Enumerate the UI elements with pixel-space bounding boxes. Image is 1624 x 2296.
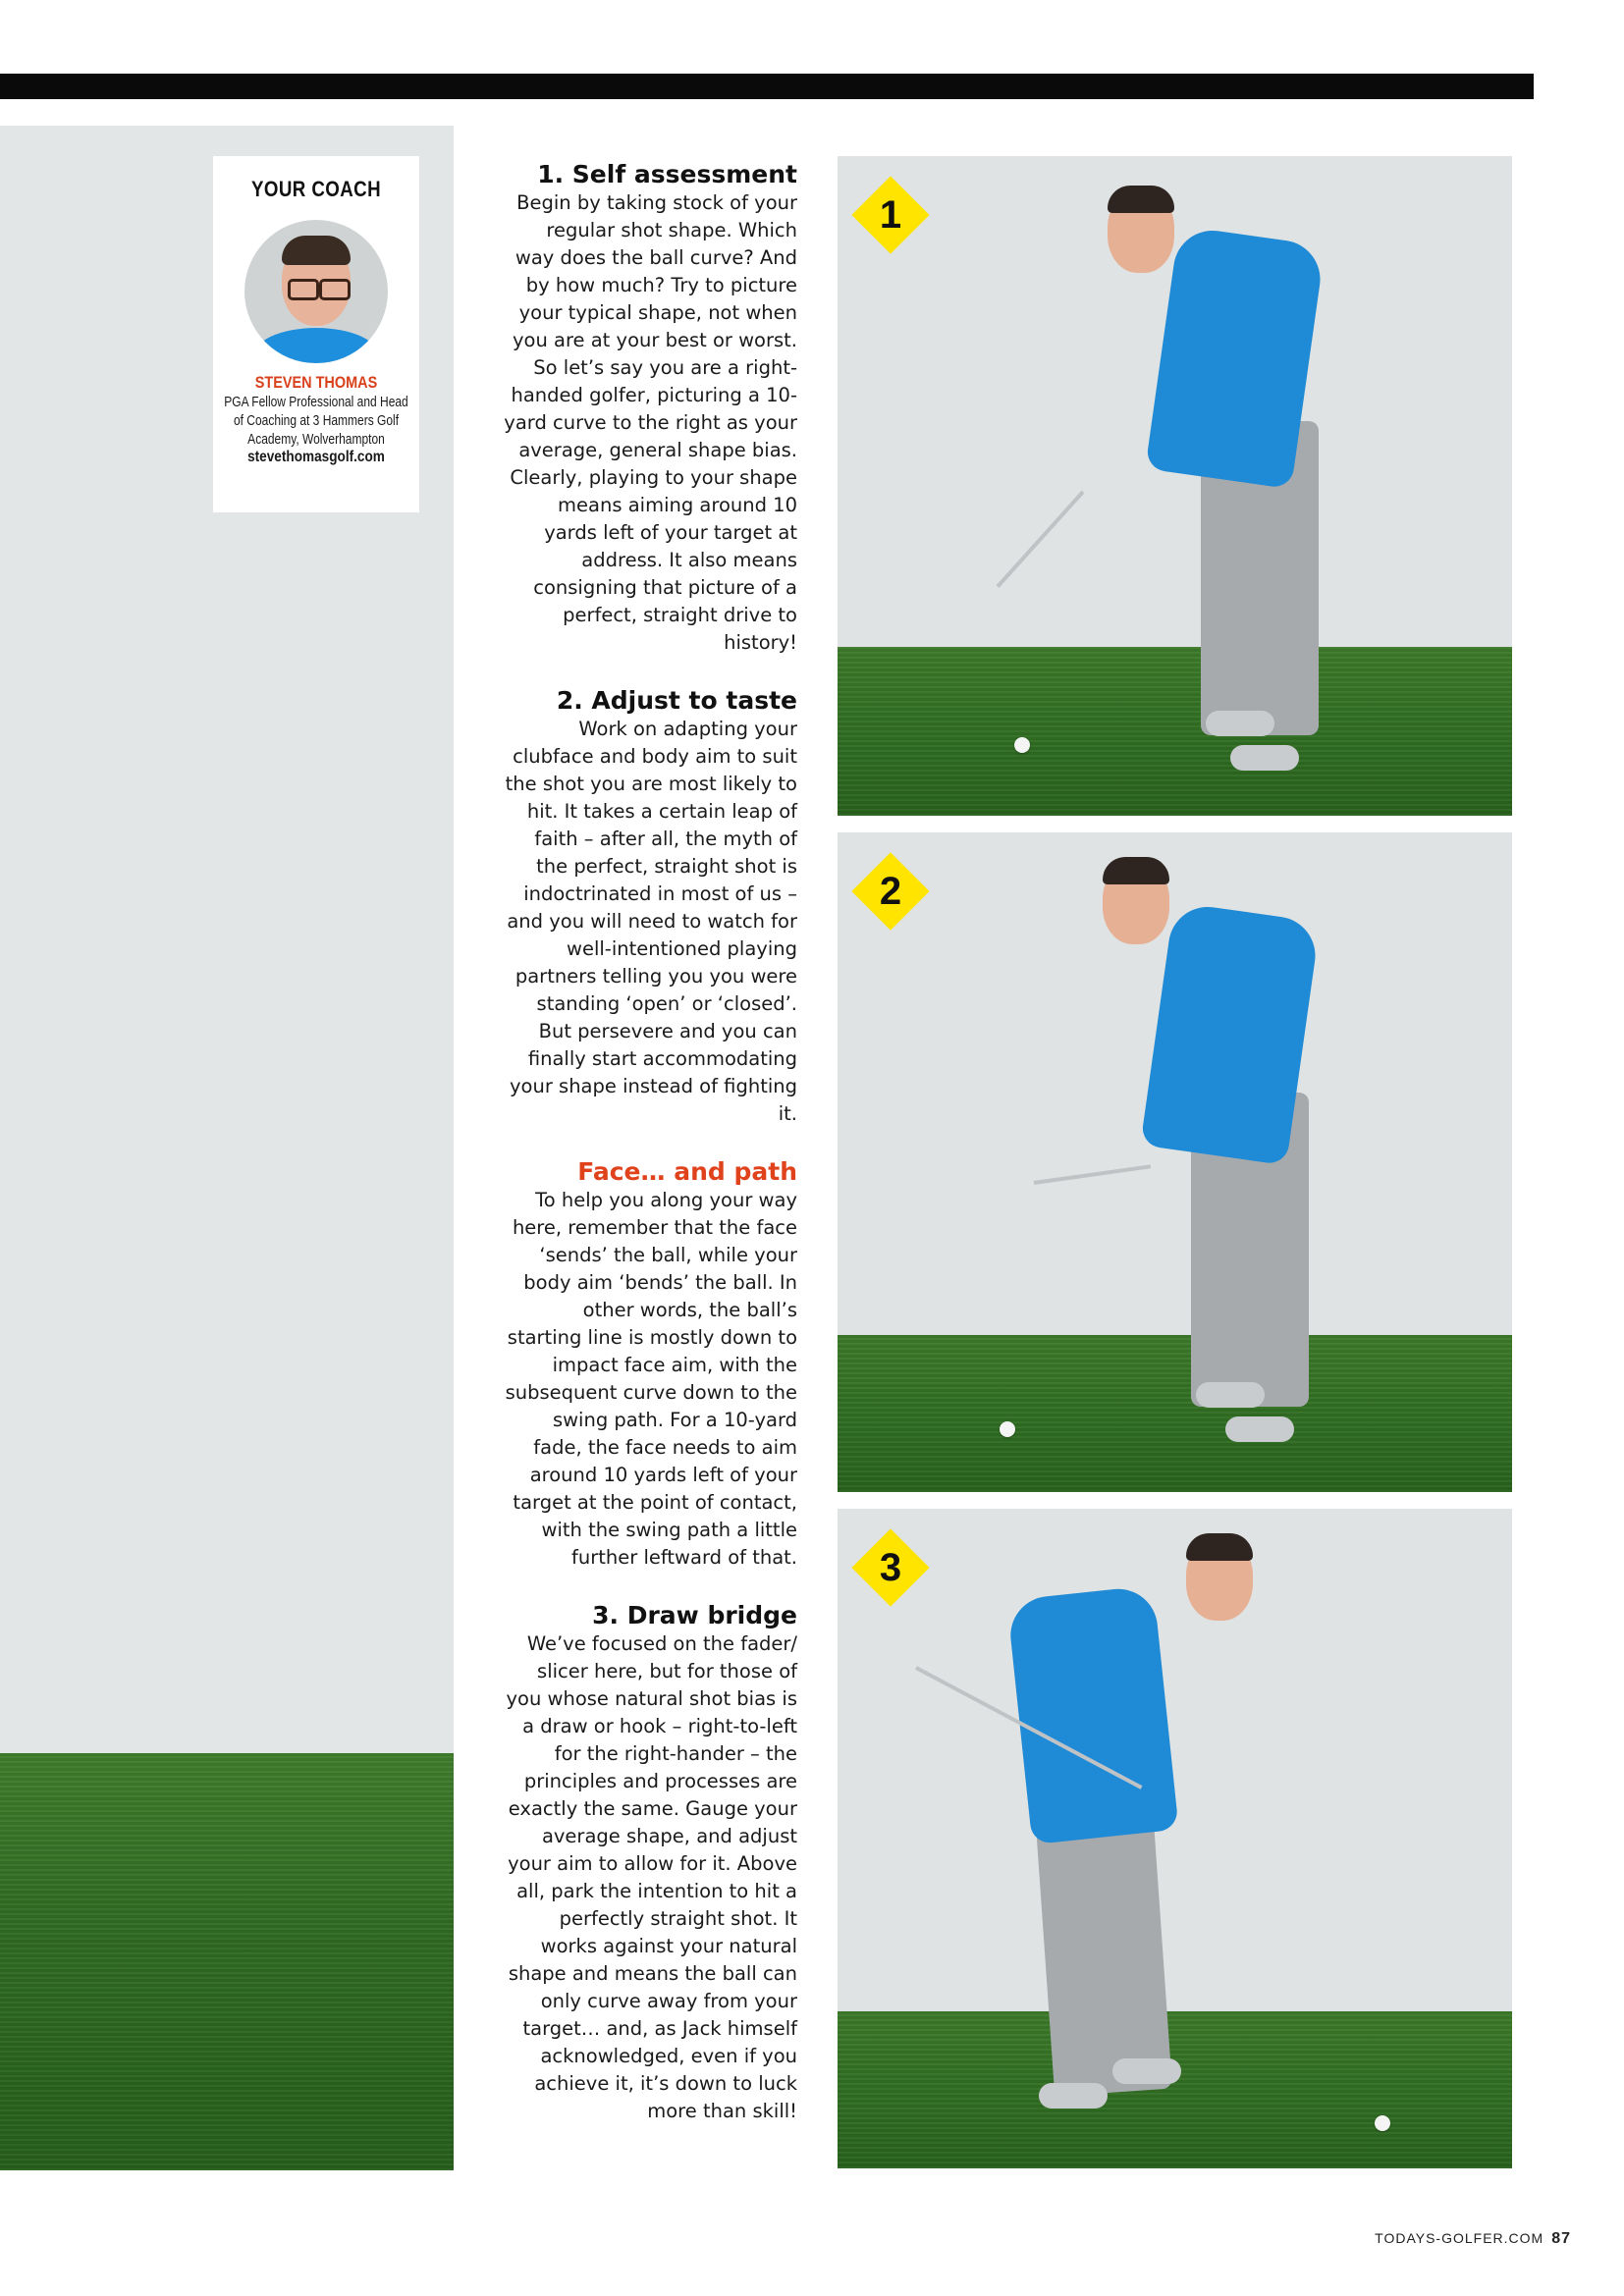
- coach-name: STEVEN THOMAS: [254, 373, 378, 392]
- grass: [838, 1335, 1512, 1492]
- golf-ball: [1375, 2115, 1390, 2131]
- photo-step-2: [838, 832, 1512, 1492]
- page-number: 87: [1551, 2230, 1571, 2247]
- article-column: [503, 160, 797, 2125]
- coach-heading: YOUR COACH: [250, 177, 382, 201]
- section-adjust-to-taste: [503, 686, 797, 1128]
- section-body: Begin by taking stock of your regular shot shape. Which way does the ball curve? And by how much? Try to picture your typical shape, not when you are at your best or worst. So let’s say you are a right-handed golfer, picturing a 10-yard curve to the right as your average, general shape bias. Clearly, playing to your shape means aiming around 10 yards left of your target at address. It also means consigning that picture of a perfect, straight drive to history!: [504, 191, 797, 654]
- section-body: We’ve focused on the fader/ slicer here, but for those of you whose natural shot bias is a draw or hook – right-to-left for the right-hander – the principles and processes are exactly the same. Gauge your average shape, and adjust your aim to allow for it. Above all, park the intention to hit a perfectly straight shot. It works against your natural shape and means the ball can only curve away from your target… and, as Jack himself acknowledged, even if you achieve it, it’s down to luck more than skill!: [506, 1632, 797, 2122]
- coach-box: [213, 156, 419, 512]
- golf-ball: [1014, 737, 1030, 753]
- section-body: To help you along your way here, remember that the face ‘sends’ the ball, while your body aim ‘bends’ the ball. In other words, the ball’s starting line is mostly down to impact face aim, with the subsequent curve down to the swing path. For a 10-yard fade, the face needs to aim around 10 yards left of your target at the point of contact, with the swing path a little further leftward of that.: [505, 1189, 797, 1569]
- step-badge: 2: [851, 852, 930, 931]
- section-heading: 1. Self assessment: [537, 160, 797, 188]
- section-heading: Face… and path: [577, 1157, 797, 1186]
- footer-site: TODAYS-GOLFER.COM: [1375, 2230, 1544, 2246]
- coach-description: PGA Fellow Professional and Head of Coaching at 3 Hammers Golf Academy, Wolverhampton: [224, 394, 408, 448]
- step-badge: 1: [851, 176, 930, 254]
- section-self-assessment: [503, 160, 797, 657]
- golf-ball: [1000, 1421, 1015, 1437]
- coach-website: stevethomasgolf.com: [247, 449, 385, 465]
- section-heading: 2. Adjust to taste: [556, 686, 797, 715]
- grass: [838, 2011, 1512, 2168]
- page-footer: [1355, 2230, 1571, 2248]
- top-rule: [0, 74, 1534, 99]
- section-body: Work on adapting your clubface and body aim to suit the shot you are most likely to hit. It takes a certain leap of faith – after all, the myth of the perfect, straight shot is indoctrinated in most of us – and you will need to watch for well-intentioned playing partners telling you you were standing ‘open’ or ‘closed’. But persevere and you can finally start accommodating your shape instead of fighting it.: [505, 718, 797, 1125]
- grass-strip: [0, 1753, 454, 2170]
- step-badge: 3: [851, 1528, 930, 1607]
- avatar: [244, 220, 388, 363]
- section-heading: 3. Draw bridge: [592, 1601, 797, 1629]
- photo-step-3: [838, 1509, 1512, 2168]
- photo-step-1: [838, 156, 1512, 816]
- grass: [838, 647, 1512, 816]
- section-face-and-path: [503, 1157, 797, 1572]
- section-draw-bridge: [503, 1601, 797, 2125]
